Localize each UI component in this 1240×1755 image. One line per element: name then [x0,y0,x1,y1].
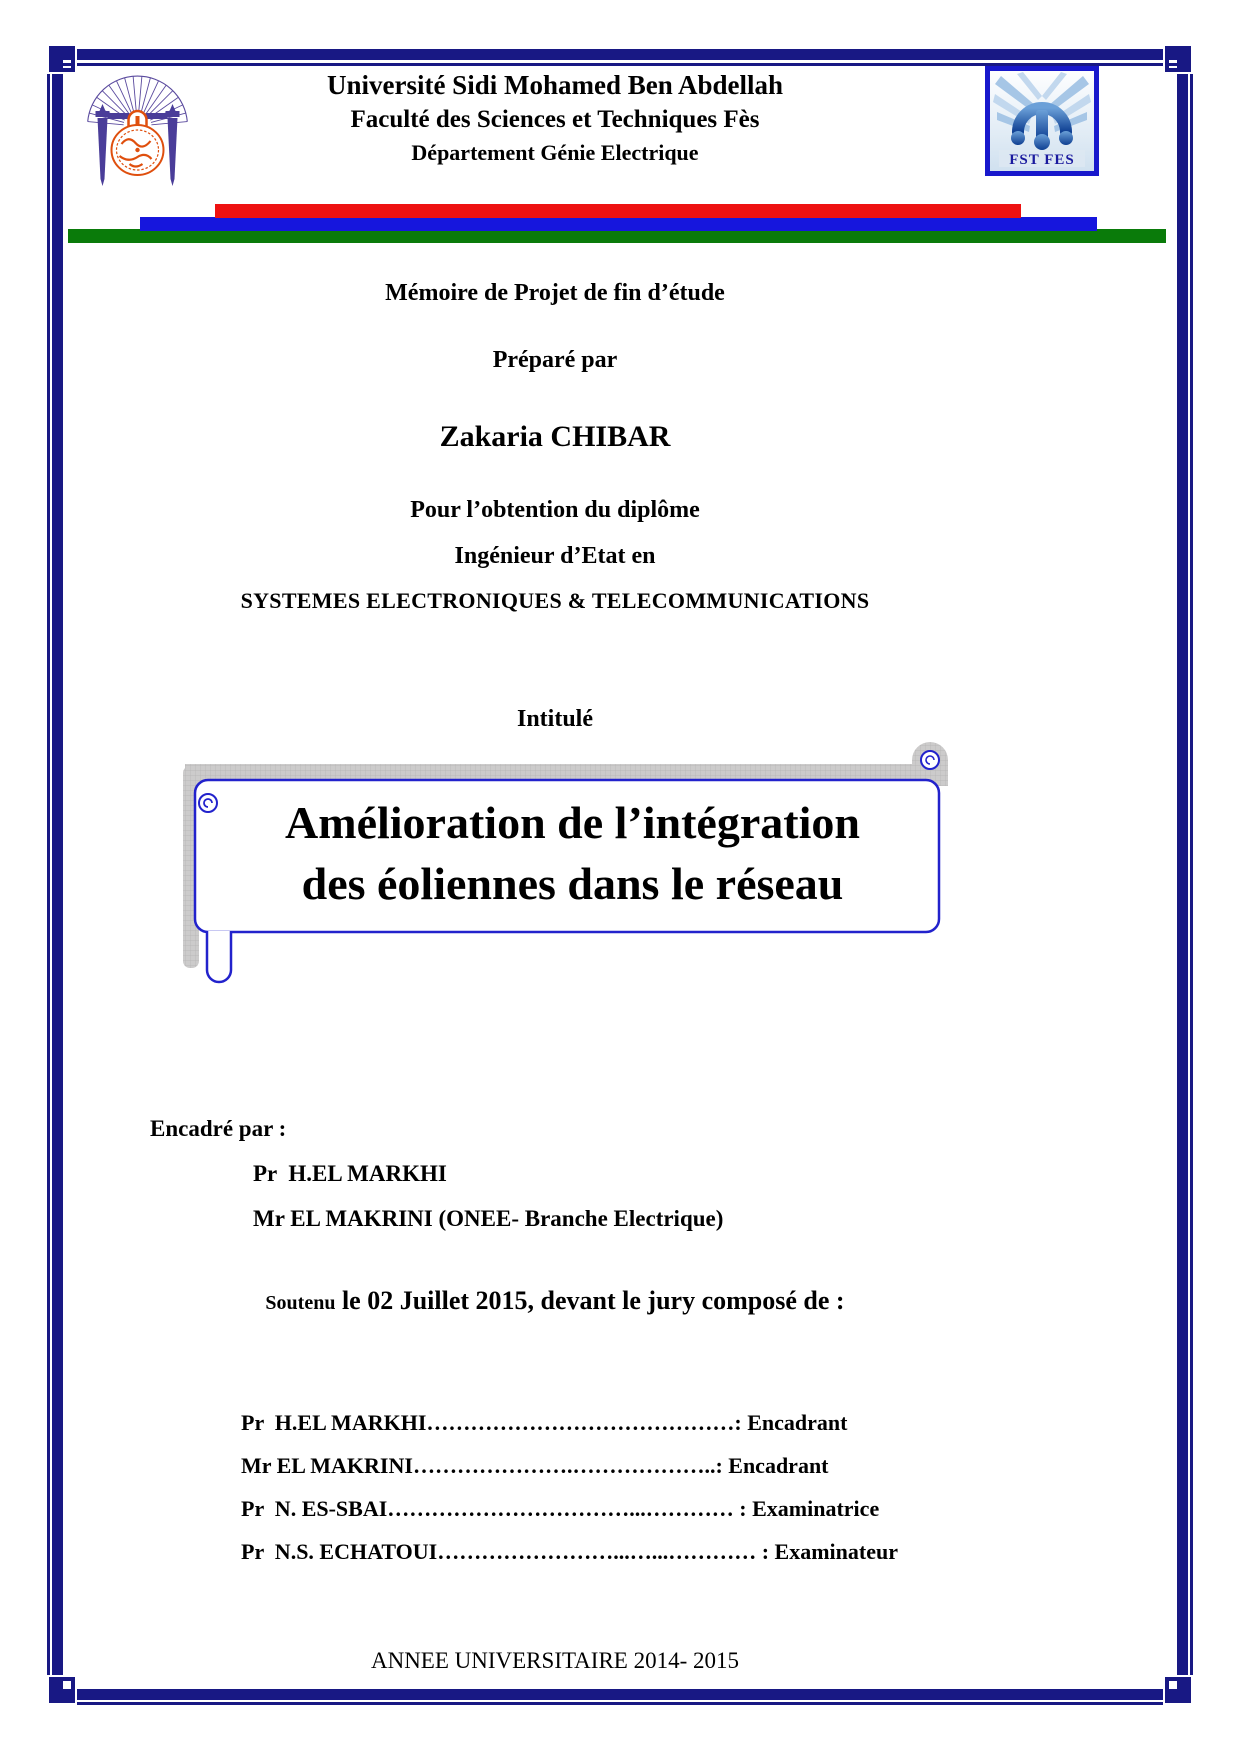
jury-member-name: Pr N. ES-SBAI [241,1496,388,1521]
fst-fes-caption: FST FES [1009,152,1075,168]
header-department-name: Département Génie Electrique [411,140,699,165]
jury-member-name: Mr EL MAKRINI [241,1453,413,1478]
border-corner-knot-bottom-left [49,1677,75,1703]
dot-leader: …………………………………… [426,1410,735,1435]
supervised-by-label: Encadré par : [150,1116,287,1141]
academic-year: ANNEE UNIVERSITAIRE 2014- 2015 [370,1648,740,1673]
supervisor-2: Mr EL MAKRINI (ONEE- Branche Electrique) [253,1206,724,1231]
program-name-line: SYSTEMES ELECTRONIQUES & TELECOMMUNICATIONS [240,588,870,613]
document-type-line: Mémoire de Projet de fin d’étude [385,280,725,306]
border-corner-knot-bottom-right [1165,1677,1191,1703]
thesis-title-line1: Amélioration de l’intégration [285,797,860,848]
defense-statement [40,1286,1070,1316]
header-university-name: Université Sidi Mohamed Ben Abdellah [326,70,784,100]
header-text-block [70,68,1040,168]
thesis-title-line2: des éoliennes dans le réseau [301,858,844,909]
diploma-degree-line: Ingénieur d’Etat en [454,543,656,569]
jury-member-name: Pr N.S. ECHATOUI [241,1539,438,1564]
header-faculty-name: Faculté des Sciences et Techniques Fès [350,106,760,133]
title-scroll-banner [175,740,960,992]
defense-prefix: Soutenu [265,1292,336,1314]
jury-member-name: Pr H.EL MARKHI [241,1410,427,1435]
defense-details: le 02 Juillet 2015, devant le jury composé de : [335,1286,845,1315]
author-name: Zakaria CHIBAR [439,420,671,453]
title-label: Intitulé [516,706,593,732]
jury-row [208,1384,1068,1435]
fst-fes-logo [985,66,1099,176]
header-bar-blue [140,217,1097,231]
jury-list [208,1384,1068,1564]
fst-fes-badge-icon [985,66,1099,176]
border-corner-knot-top-right [1165,46,1191,72]
thesis-title [215,792,930,914]
dot-leader: ………………….……………….. [412,1453,716,1478]
jury-member-role: : Examinateur [756,1539,898,1564]
diploma-intro-line: Pour l’obtention du diplôme [410,497,700,523]
jury-member-role: : Encadrant [715,1453,829,1478]
dot-leader: ……………………………...………… [387,1496,734,1521]
prepared-by-label: Préparé par [492,347,618,373]
supervisor-1: Pr H.EL MARKHI [253,1161,447,1186]
dot-leader: ……………………...…...………… [437,1539,757,1564]
jury-member-role: : Encadrant [734,1410,848,1435]
header-bar-green [68,229,1166,243]
jury-member-role: : Examinatrice [733,1496,880,1521]
header-bar-red [215,204,1021,218]
